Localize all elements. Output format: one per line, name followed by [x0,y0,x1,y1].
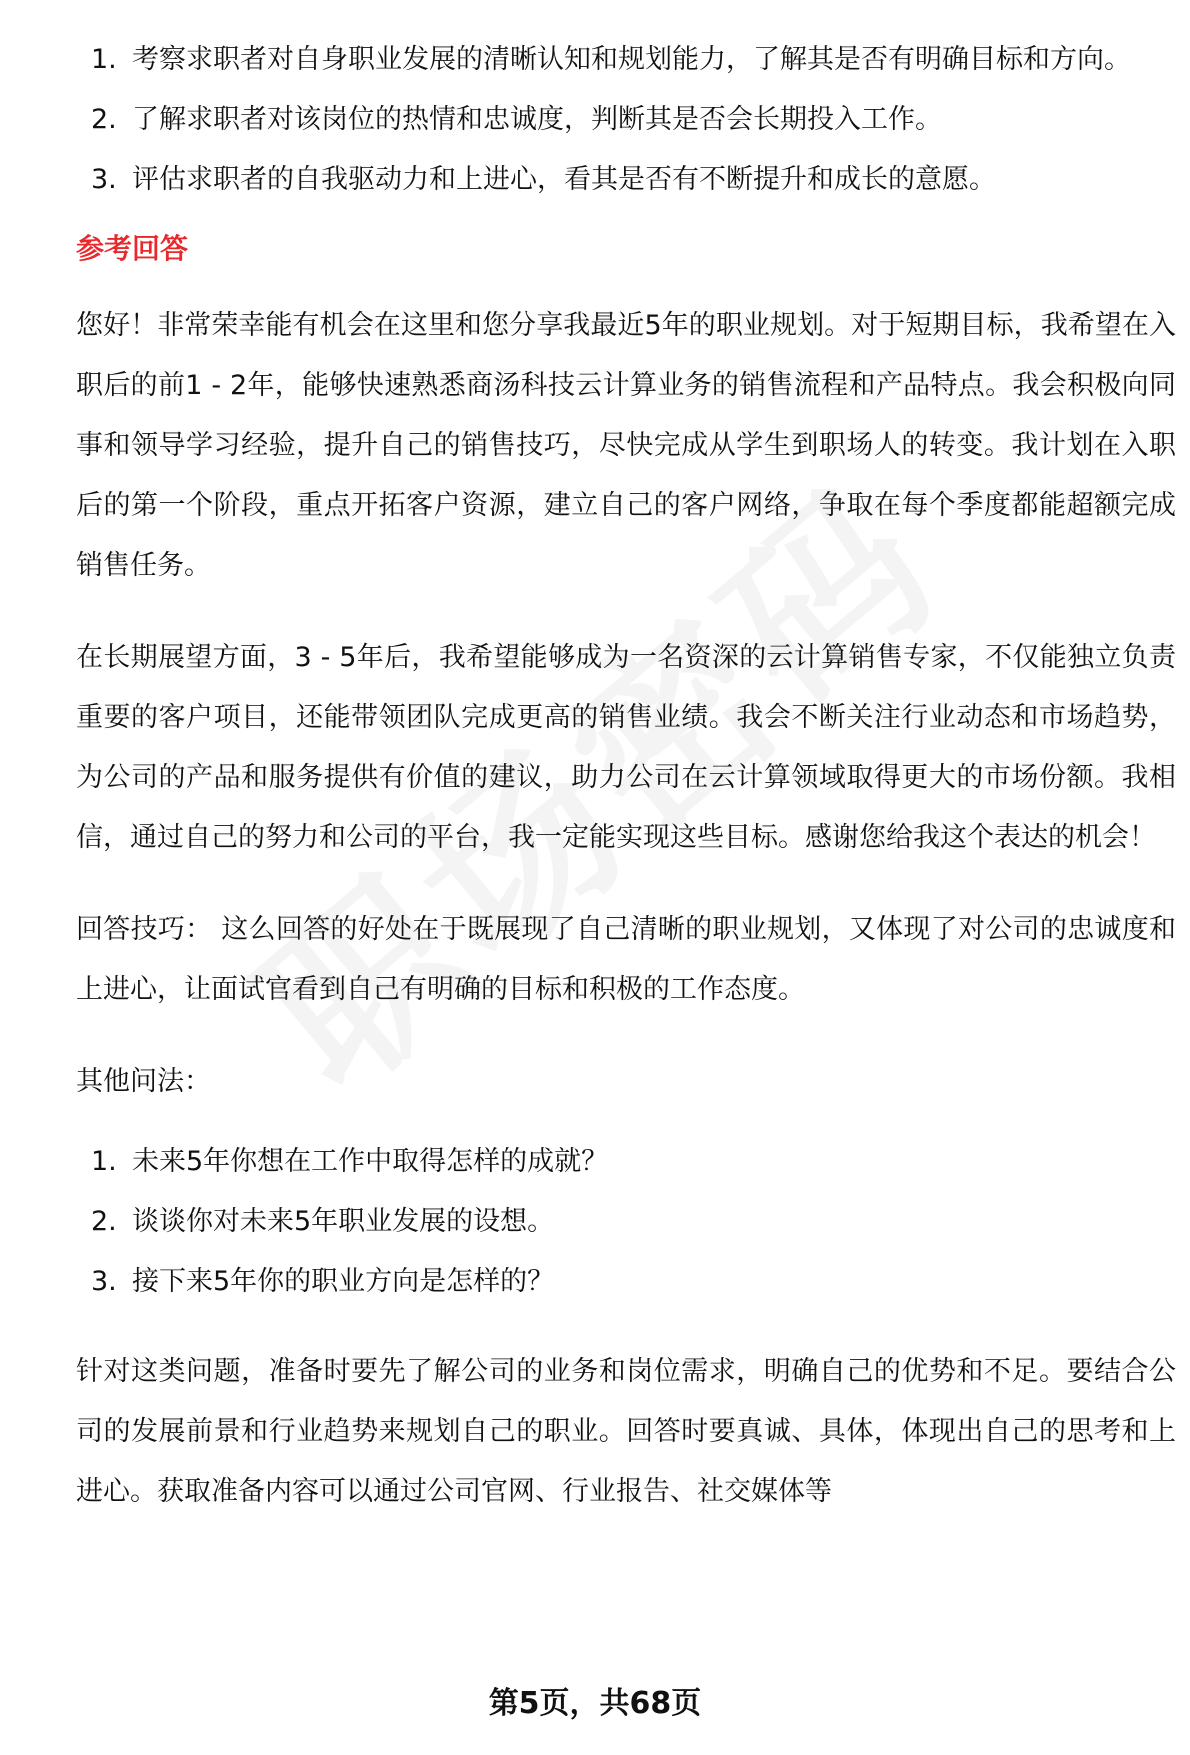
list-number: 1. [91,44,117,75]
list-item [76,1192,1172,1252]
list-text: 了解求职者对该岗位的热情和忠诚度，判断其是否会长期投入工作。 [132,104,942,135]
closing-paragraph: 针对这类问题，准备时要先了解公司的业务和岗位需求，明确自己的优势和不足。要结合公司的发展前景和行业趋势来规划自己的职业。回答时要真诚、具体，体现出自己的思考和上进心。获取准备内容可以通过公司官网、行业报告、社交媒体等 [76,1356,1176,1507]
answer-paragraph: 在长期展望方面，3 - 5年后，我希望能够成为一名资深的云计算销售专家，不仅能独立负责重要的客户项目，还能带领团队完成更高的销售业绩。我会不断关注行业动态和市场趋势，为公司的产品和服务提供有价值的建议，助力公司在云计算领域取得更大的市场份额。我相信，通过自己的努力和公司的平台，我一定能实现这些目标。感谢您给我这个表达的机会！ [76,642,1176,853]
other-questions-list [76,1132,1176,1312]
page-number: 第5页，共68页 [488,1686,702,1721]
list-number: 1. [91,1146,117,1177]
list-number: 3. [91,1266,117,1297]
list-item [76,150,1172,210]
list-text: 评估求职者的自我驱动力和上进心，看其是否有不断提升和成长的意愿。 [132,164,996,195]
list-item [76,90,1172,150]
page-content [76,38,1176,1554]
list-item [76,1132,1172,1192]
list-item [76,1252,1172,1312]
list-number: 2. [91,1206,117,1237]
other-heading: 其他问法： [76,1066,211,1097]
answer-heading: 参考回答 [76,232,189,265]
answer-paragraph: 您好！非常荣幸能有机会在这里和您分享我最近5年的职业规划。对于短期目标，我希望在入职后的前1 - 2年，能够快速熟悉商汤科技云计算业务的销售流程和产品特点。我会积极向同事和领导学习经验，提升自己的销售技巧，尽快完成从学生到职场人的转变。我计划在入职后的第一个阶段，重点开拓客户资源，建立自己的客户网络，争取在每个季度都能超额完成销售任务。 [76,310,1176,581]
list-item [76,30,1172,90]
list-text: 未来5年你想在工作中取得怎样的成就？ [132,1146,609,1177]
tip-paragraph: 回答技巧： 这么回答的好处在于既展现了自己清晰的职业规划，又体现了对公司的忠诚度和上进心，让面试官看到自己有明确的目标和积极的工作态度。 [76,914,1176,1005]
list-number: 3. [91,164,117,195]
list-text: 考察求职者对自身职业发展的清晰认知和规划能力，了解其是否有明确目标和方向。 [132,44,1131,75]
intent-list [76,30,1176,210]
list-text: 谈谈你对未来5年职业发展的设想。 [132,1206,555,1237]
list-text: 接下来5年你的职业方向是怎样的？ [132,1266,555,1297]
list-number: 2. [91,104,117,135]
